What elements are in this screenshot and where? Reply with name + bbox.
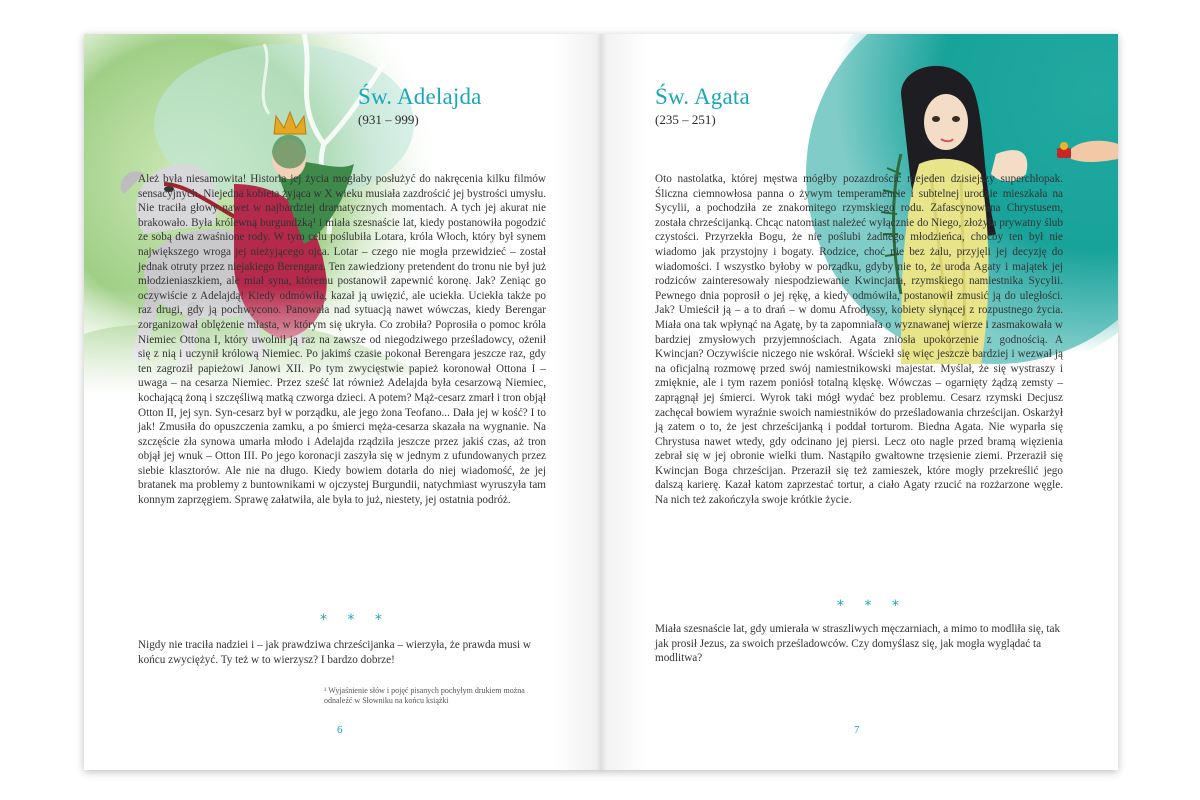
saint-title: Św. Adelajda: [358, 84, 482, 109]
closing-text: Miała szesnaście lat, gdy umierała w straszliwych męczarniach, a mimo to modliła się, tak jak prosił Jezus, za swoich prześladowców. Czy domyślasz się, jak mogła wyglądać ta modlitwa?: [655, 623, 1061, 665]
page-number: 6: [337, 724, 343, 736]
saint-title: Św. Agata: [655, 84, 750, 109]
open-book: [84, 34, 1118, 770]
closing-text: Nigdy nie traciła nadziei i – jak prawdziwa chrześcijanka – wierzyła, że prawda musi w końcu zwyciężyć. Ty też w to wierzysz? I bardzo dobrze!: [138, 639, 531, 666]
page-number: 7: [854, 724, 860, 736]
saint-dates: (235 – 251): [655, 112, 716, 127]
right-page: [601, 34, 1118, 770]
footnote: ¹ Wyjaśnienie słów i pojęć pisanych pochyłym drukiem można odnaleźć w Słowniku na końcu książki: [324, 686, 525, 705]
section-divider-stars: * * *: [320, 612, 390, 628]
left-page: [84, 34, 601, 770]
story-text: Oto nastolatka, której męstwa mógłby pozazdrościć niejeden dzisiejszy superchłopak. Śliczna ciemnowłosa panna o żywym temperamencie i subtelnej urodzie mieszkała na Sycylii, a pochodziła ze znakomitego rzymskiego rodu. Zafascynowana Chrystusem, została chrześcijanką. Chcąc natomiast należeć wyłącznie do Niego, złożyła prywatny ślub czystości. Przyrzekła Bogu, że nie poślubi żadnego młodzieńca, choćby ten był nie wiadomo jak przystojny i bogaty. Rodzice, choć nie bez żalu, przyjęli jej decyzję do wiadomości. I wszystko byłoby w porządku, gdyby nie to, że uroda Agaty i majątek jej rodziców zainteresowały niespodziewanie Kwincjana, rzymskiego namiestnika Sycylii. Pewnego dnia poprosił o jej rękę, a kiedy odmówiła, postanowił zmusić ją do uległości. Jak? Umieścił ją – a to drań – w domu Afrodyssy, kobiety słynącej z rozpustnego życia. Miała ona tak wpłynąć na Agatę, by ta zapomniała o wyznawanej wierze i zasmakowała w bardziej zmysłowych przyjemnościach. Agata zniosła upokorzenie z godnością. A Kwincjan? Oczywiście niczego nie wskórał. Wściekł się więc jeszcze bardziej i wezwał ją na oficjalną rozmowę przed swój namiestnikowski majestat. Myślał, że się wystraszy i zmięknie, ale i tym razem poniósł totalną klęskę. Wówczas – ogarnięty żądzą zemsty – zaprągnął jej śmierci. Wyrok taki mógł wydać bez problemu. Cesarz rzymski Decjusz zachęcał bowiem wyraźnie swoich namiestników do prześladowania chrześcijan. Oskarżył ją zatem o to, że jest chrześcijanką i poddał torturom. Biedna Agata. Nie wyparła się Chrystusa nawet wtedy, gdy odcinano jej piersi. Lecz oto nagle przed bramą więzienia zebrał się w jej obronie wielki tłum. Nastąpiło gwałtowne trzęsienie ziemi. Przeraził się Kwincjan Boga chrześcijan. Przeraził się też zamieszek, które mogły przekreślić jego dalszą karierę. Kazał katom zaprzestać tortur, a ciało Agaty rzucić na rozżarzone węgle. Na nich też zakończyła swoje krótkie życie.: [655, 173, 1063, 507]
saint-dates: (931 – 999): [358, 112, 419, 127]
story-text: Ależ była niesamowita! Historia jej życia mogłaby posłużyć do nakręcenia kilku filmów sensacyjnych. Niejedna kobieta żyjąca w X wieku musiała zazdrościć jej bystrości umysłu. Nie traciła głowy nawet w najbardziej dramatycznych momentach. A tych jej akurat nie brakowało. Była królewną burgundzką¹ i miała szesnaście lat, kiedy postanowiła pogodzić ze sobą dwa zwaśnione rody. W tym celu poślubiła Lotara, króla Włoch, który był synem największego wroga jej nieżyjącego ojca. Lotar – czego nie mogła przewidzieć – został jednak otruty przez niejakiego Berengara. Ten zawiedziony pretendent do tronu nie był już młodzieniaszkiem, ale miał syna, któremu postanowił zapewnić koronę. Jak? Zeniąc go oczywiście z Adelajdą! Kiedy odmówiła, kazał ją uwięzić, ale uciekła. Uciekła także po raz drugi, gdy ją pochwycono. Panowała nad sytuacją nawet wówczas, kiedy Berengar zorganizował oblężenie miasta, w którym się ukryła. Co zrobiła? Poprosiła o pomoc króla Niemiec Ottona I, który uwolnił ją raz na zawsze od niegodziwego prześladowcy, ożenił się z nią i uczynił królową Niemiec. Po jakimś czasie pokonał Berengara jeszcze raz, gdy ten zagroził papieżowi Janowi XII. Po tym zwycięstwie papież koronował Ottona I – uwaga – na cesarza Niemiec. Przez sześć lat również Adelajda była cesarzową Niemiec, kochającą żoną i szczęśliwą matką czworga dzieci. A potem? Mąż-cesarz zmarł i tron objął Otton II, jej syn. Syn-cesarz był w porządku, ale jego żona Teofano... Dała jej w kość? I to jak! Zmusiła do opuszczenia zamku, a po śmierci męża-cesarza skazała na wygnanie. Na szczęście zła synowa umarła młodo i Adelajda rządziła jeszcze przez jakiś czas, aż tron objął jej wnuk – Otton III. Po jego koronacji zaszyła się w jednym z ufundowanych przez siebie klasztorów. Ale nie na długo. Kiedy bowiem dotarła do niej wiadomość, że jej bratanek ma problemy z buntownikami w ojczystej Burgundii, natychmiast wyruszyła tam konnym zaprzęgiem. Sprawę załatwiła, ale była to już, niestety, jej ostatnia podróż.: [138, 173, 546, 507]
section-divider-stars: * * *: [837, 598, 907, 614]
